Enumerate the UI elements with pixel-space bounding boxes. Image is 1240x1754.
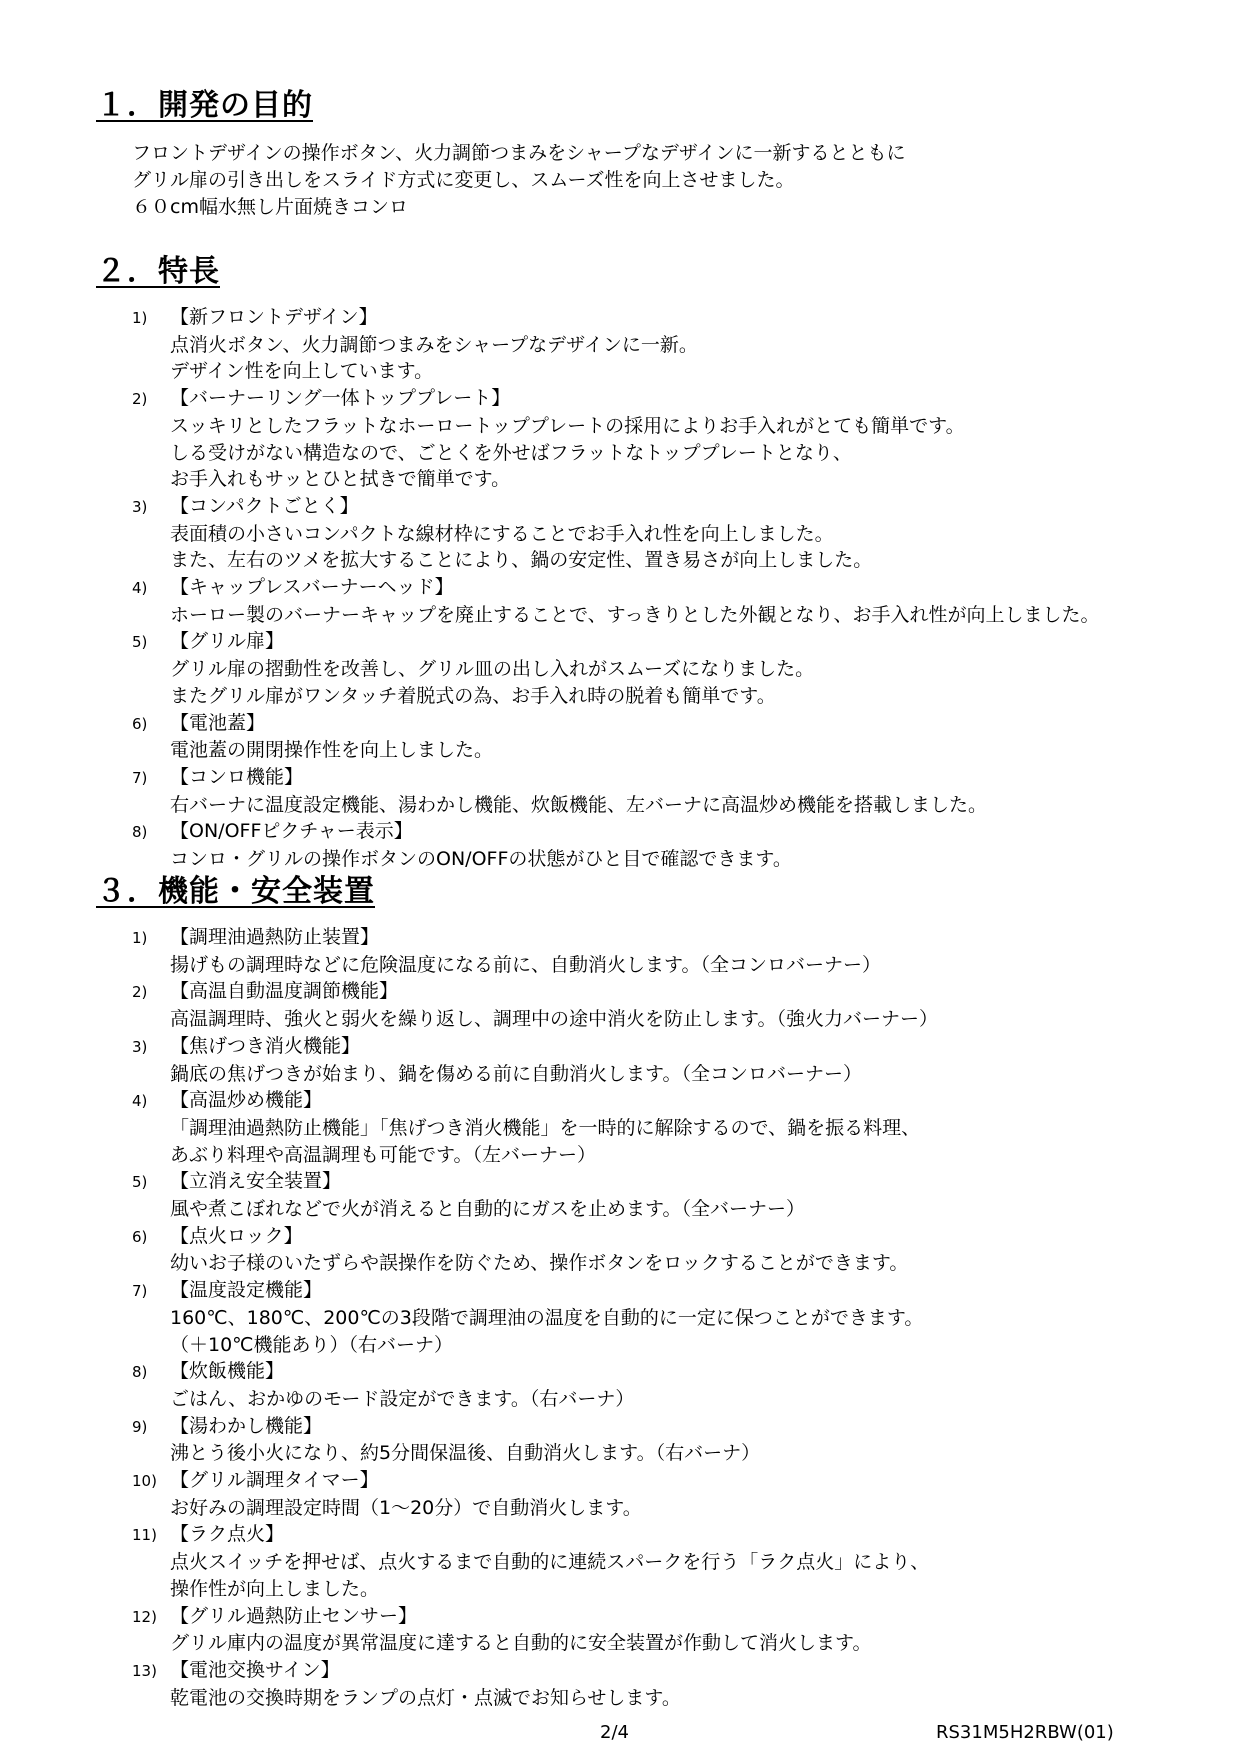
list-item-number: 8): [132, 1363, 148, 1382]
list-item: [132, 1358, 938, 1412]
list-item-description: 表面積の小さいコンパクトな線材枠にすることでお手入れ性を向上しました。: [170, 522, 834, 545]
list-item-description: ホーロー製のバーナーキャップを廃止することで、すっきりとした外観となり、お手入れ性が向上しました。: [170, 603, 1100, 626]
list-item-number: 11): [132, 1526, 157, 1545]
list-item-title: 【点火ロック】: [170, 1224, 303, 1247]
list-item-title: 【ON/OFFピクチャー表示】: [170, 820, 413, 843]
list-item-description: （＋10℃機能あり）（右バーナ）: [170, 1333, 454, 1356]
list-item-number: 8): [132, 823, 148, 842]
list-item-description: また、左右のツメを拡大することにより、鍋の安定性、置き易さが向上しました。: [170, 549, 873, 572]
list-item-heading: [132, 574, 1099, 602]
list-item-title: 【グリル調理タイマー】: [170, 1469, 379, 1492]
list-item-number: 1): [132, 929, 148, 947]
list-item-description: お手入れもサッとひと拭きで簡単です。: [170, 468, 511, 491]
features-list: [132, 304, 1099, 873]
list-item-title: 【調理油過熱防止装置】: [170, 926, 380, 948]
list-item: [132, 1168, 938, 1222]
list-item-heading: [132, 818, 1099, 846]
purpose-line: フロントデザインの操作ボタン、火力調節つまみをシャープなデザインに一新するとともに: [132, 142, 906, 164]
list-item-heading: [132, 385, 1099, 413]
list-item-title: 【温度設定機能】: [170, 1279, 323, 1302]
list-item-description: スッキリとしたフラットなホーロートッププレートの採用によりお手入れがとても簡単です。: [170, 414, 965, 437]
list-item-description: 「調理油過熱防止機能」「焦げつき消火機能」を一時的に解除するので、鍋を振る料理、: [170, 1116, 921, 1139]
list-item-description: あぶり料理や高温調理も可能です。（左バーナー）: [170, 1143, 596, 1166]
list-item-number: 9): [132, 1417, 148, 1436]
list-item-number: 7): [132, 1282, 148, 1301]
page-number: 2/4: [600, 1722, 629, 1743]
list-item-description: グリル庫内の温度が異常温度に達すると自動的に安全装置が作動して消火します。: [170, 1632, 872, 1655]
list-item-title: 【電池交換サイン】: [170, 1658, 340, 1681]
list-item-description: 乾電池の交換時期をランプの点灯・点滅でお知らせします。: [170, 1686, 681, 1709]
list-item-number: 10): [132, 1472, 157, 1491]
list-item-title: 【立消え安全装置】: [170, 1170, 342, 1193]
list-item-number: 3): [132, 497, 148, 516]
list-item: [132, 1467, 938, 1521]
list-item-heading: [132, 1168, 938, 1196]
list-item-number: 13): [132, 1661, 157, 1680]
list-item-heading: [132, 493, 1099, 521]
list-item-title: 【新フロントデザイン】: [170, 306, 378, 328]
list-item-heading: [132, 1033, 938, 1061]
list-item-number: 7): [132, 768, 148, 787]
list-item-number: 5): [132, 633, 148, 652]
list-item: [132, 1657, 938, 1711]
list-item-number: 1): [132, 309, 148, 327]
list-item: [132, 493, 1099, 574]
list-item: [132, 1033, 938, 1087]
list-item-number: 2): [132, 390, 148, 409]
list-item: [132, 818, 1099, 872]
list-item-description: 点消火ボタン、火力調節つまみをシャープなデザインに一新。: [170, 333, 698, 356]
list-item-heading: [132, 1657, 938, 1685]
list-item-title: 【炊飯機能】: [170, 1360, 285, 1383]
list-item: [132, 924, 938, 978]
list-item-description: 右バーナに温度設定機能、湯わかし機能、炊飯機能、左バーナに高温炒め機能を搭載しました。: [170, 793, 988, 816]
list-item-number: 5): [132, 1173, 148, 1192]
list-item-heading: [132, 710, 1099, 738]
list-item-heading: [132, 924, 938, 952]
list-item-heading: [132, 628, 1099, 656]
list-item-description: グリル扉の摺動性を改善し、グリル皿の出し入れがスムーズになりました。: [170, 658, 815, 681]
list-item-heading: [132, 1413, 938, 1441]
list-item-title: 【ラク点火】: [170, 1523, 285, 1546]
list-item-description: しる受けがない構造なので、ごとくを外せばフラットなトッププレートとなり、: [170, 441, 852, 464]
list-item-title: 【グリル過熱防止センサー】: [170, 1604, 418, 1627]
list-item: [132, 1277, 938, 1358]
list-item-description: 電池蓋の開閉操作性を向上しました。: [170, 739, 494, 762]
list-item: [132, 978, 938, 1032]
list-item: [132, 1223, 938, 1277]
section-title-safety: ３．機能・安全装置: [96, 874, 375, 909]
list-item: [132, 764, 1099, 818]
list-item-number: 4): [132, 579, 148, 598]
list-item-description: 沸とう後小火になり、約5分間保温後、自動消火します。（右バーナ）: [170, 1442, 761, 1465]
section-title-features: ２．特長: [96, 254, 220, 289]
list-item-heading: [132, 1087, 938, 1115]
list-item: [132, 304, 1099, 385]
list-item-description: 鍋底の焦げつきが始まり、鍋を傷める前に自動消火します。（全コンロバーナー）: [170, 1062, 862, 1085]
list-item-title: 【バーナーリング一体トッププレート】: [170, 387, 511, 410]
list-item-title: 【コンロ機能】: [170, 765, 304, 788]
list-item-description: お好みの調理設定時間（1～20分）で自動消火します。: [170, 1496, 642, 1519]
list-item-title: 【湯わかし機能】: [170, 1414, 323, 1437]
list-item-number: 4): [132, 1092, 148, 1111]
list-item: [132, 1521, 938, 1602]
list-item-description: 幼いお子様のいたずらや誤操作を防ぐため、操作ボタンをロックすることができます。: [170, 1252, 909, 1275]
list-item: [132, 1603, 938, 1657]
list-item-description: 高温調理時、強火と弱火を繰り返し、調理中の途中消火を防止します。（強火力バーナー）: [170, 1008, 938, 1031]
list-item-heading: [132, 1521, 938, 1549]
purpose-line: ６０cm幅水無し片面焼きコンロ: [132, 196, 408, 218]
list-item-title: 【焦げつき消火機能】: [170, 1034, 361, 1057]
list-item-description: ごはん、おかゆのモード設定ができます。（右バーナ）: [170, 1387, 635, 1410]
list-item: [132, 628, 1099, 709]
list-item-heading: [132, 304, 1099, 332]
list-item-number: 3): [132, 1037, 148, 1056]
list-item-number: 2): [132, 983, 148, 1002]
list-item-heading: [132, 1277, 938, 1305]
purpose-body: [132, 140, 906, 221]
purpose-line: グリル扉の引き出しをスライド方式に変更し、スムーズ性を向上させました。: [132, 169, 795, 191]
list-item-title: 【電池蓋】: [170, 711, 266, 734]
list-item-description: 160℃、180℃、200℃の3段階で調理油の温度を自動的に一定に保つことができます。: [170, 1306, 924, 1329]
list-item: [132, 1413, 938, 1467]
list-item: [132, 710, 1099, 764]
list-item-title: 【高温炒め機能】: [170, 1089, 323, 1112]
list-item-number: 6): [132, 714, 148, 733]
list-item-title: 【コンパクトごとく】: [170, 494, 359, 517]
list-item-title: 【高温自動温度調節機能】: [170, 980, 399, 1003]
list-item-description: 操作性が向上しました。: [170, 1577, 380, 1600]
list-item-description: 点火スイッチを押せば、点火するまで自動的に連続スパークを行う「ラク点火」により、: [170, 1551, 930, 1574]
list-item-title: 【グリル扉】: [170, 630, 285, 653]
list-item-description: 風や煮こぼれなどで火が消えると自動的にガスを止めます。（全バーナー）: [170, 1198, 805, 1221]
list-item-heading: [132, 1467, 938, 1495]
list-item-description: デザイン性を向上しています。: [170, 360, 434, 383]
list-item-heading: [132, 1603, 938, 1631]
section-title-purpose: １．開発の目的: [96, 88, 313, 123]
list-item-description: またグリル扉がワンタッチ着脱式の為、お手入れ時の脱着も簡単です。: [170, 684, 776, 707]
list-item: [132, 574, 1099, 628]
list-item-title: 【キャップレスバーナーヘッド】: [170, 576, 454, 599]
list-item-heading: [132, 1223, 938, 1251]
list-item-number: 12): [132, 1607, 157, 1626]
list-item-description: コンロ・グリルの操作ボタンのON/OFFの状態がひと目で確認できます。: [170, 848, 792, 871]
list-item-number: 6): [132, 1227, 148, 1246]
list-item: [132, 1087, 938, 1168]
list-item-heading: [132, 764, 1099, 792]
safety-list: [132, 924, 938, 1711]
list-item: [132, 385, 1099, 493]
document-code: RS31M5H2RBW(01): [936, 1722, 1114, 1743]
list-item-heading: [132, 1358, 938, 1386]
list-item-heading: [132, 978, 938, 1006]
list-item-description: 揚げもの調理時などに危険温度になる前に、自動消火します。（全コンロバーナー）: [170, 953, 881, 976]
